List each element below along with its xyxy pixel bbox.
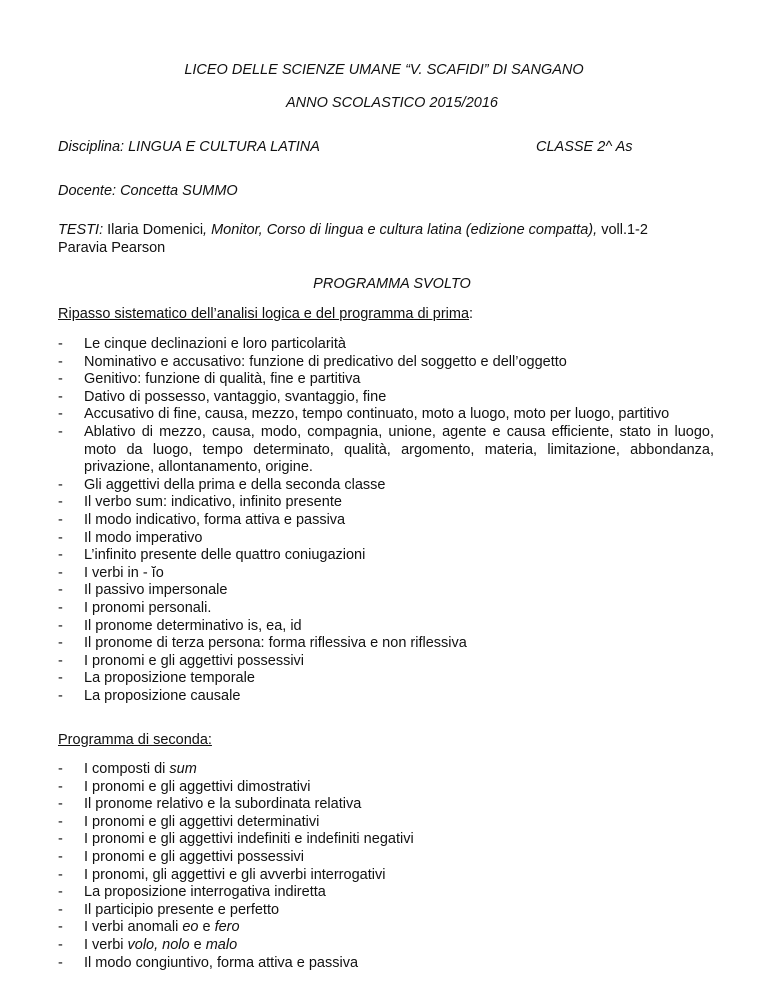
class-label: CLASSE 2^ As bbox=[536, 139, 633, 155]
list-item bbox=[58, 354, 714, 372]
list-item bbox=[58, 902, 714, 920]
list-item-text: La proposizione causale bbox=[84, 687, 241, 704]
list-dash: - bbox=[58, 954, 63, 971]
school-title: LICEO DELLE SCIENZE UMANE “V. SCAFIDI” DI SANGANO bbox=[184, 62, 584, 78]
list-item bbox=[58, 600, 714, 618]
list-item-text: I pronomi e gli aggettivi possessivi bbox=[84, 848, 305, 865]
teacher-label: Docente: Concetta SUMMO bbox=[58, 183, 238, 199]
list-dash: - bbox=[58, 901, 63, 918]
list-item-text: I pronomi personali. bbox=[84, 599, 212, 616]
list-dash: - bbox=[58, 652, 63, 669]
list-dash: - bbox=[58, 582, 63, 599]
list-item-text: Dativo di possesso, vantaggio, svantaggio, fine bbox=[84, 388, 387, 405]
list-item bbox=[58, 389, 714, 407]
list-item bbox=[58, 477, 714, 495]
discipline-label: Disciplina: LINGUA E CULTURA LATINA bbox=[58, 139, 320, 155]
list-item bbox=[58, 688, 714, 706]
list-item bbox=[58, 937, 714, 955]
list-item bbox=[58, 761, 714, 779]
review-heading-text: Ripasso sistematico dell’analisi logica e del programma di prima bbox=[58, 306, 470, 322]
list-item-text: volo, nolo bbox=[127, 936, 190, 953]
list-item-text: e bbox=[189, 936, 206, 953]
list-item bbox=[58, 831, 714, 849]
list-dash: - bbox=[58, 353, 63, 370]
review-list bbox=[58, 336, 714, 705]
list-item-text: fero bbox=[214, 919, 240, 936]
list-item bbox=[58, 565, 714, 583]
list-item bbox=[58, 796, 714, 814]
list-dash: - bbox=[58, 919, 63, 936]
list-item-text: eo bbox=[182, 919, 199, 936]
list-item-text: I verbi anomali bbox=[84, 919, 183, 936]
list-dash: - bbox=[58, 831, 63, 848]
list-item-text: Genitivo: funzione di qualità, fine e partitiva bbox=[84, 371, 361, 388]
list-dash: - bbox=[58, 547, 63, 564]
list-item-text: I pronomi e gli aggettivi dimostrativi bbox=[84, 778, 311, 795]
list-item bbox=[58, 530, 714, 548]
second-list bbox=[58, 761, 714, 972]
list-item-text: sum bbox=[169, 761, 197, 777]
list-dash: - bbox=[58, 529, 63, 546]
list-item-text: Il pronome relativo e la subordinata relativa bbox=[84, 796, 362, 813]
list-dash: - bbox=[58, 494, 63, 511]
list-dash: - bbox=[58, 423, 63, 440]
list-dash: - bbox=[58, 866, 63, 883]
list-dash: - bbox=[58, 511, 63, 528]
list-item-text: I pronomi e gli aggettivi indefiniti e indefiniti negativi bbox=[84, 831, 414, 848]
list-item bbox=[58, 547, 714, 565]
list-item bbox=[58, 336, 714, 354]
list-dash: - bbox=[58, 406, 63, 423]
list-item bbox=[58, 814, 714, 832]
list-item-text: I pronomi, gli aggettivi e gli avverbi interrogativi bbox=[84, 866, 386, 883]
list-item bbox=[58, 884, 714, 902]
list-item-text: I composti di bbox=[84, 761, 170, 777]
list-dash: - bbox=[58, 936, 63, 953]
list-dash: - bbox=[58, 599, 63, 616]
list-dash: - bbox=[58, 796, 63, 813]
list-dash: - bbox=[58, 813, 63, 830]
second-heading: Programma di seconda: bbox=[58, 732, 212, 748]
list-dash: - bbox=[58, 761, 63, 777]
list-dash: - bbox=[58, 371, 63, 388]
list-item-text: Il modo congiuntivo, forma attiva e passiva bbox=[84, 954, 359, 971]
list-item bbox=[58, 371, 714, 389]
list-item bbox=[58, 653, 714, 671]
texts-line bbox=[58, 222, 648, 239]
list-dash: - bbox=[58, 670, 63, 687]
list-item-text: Gli aggettivi della prima e della seconda classe bbox=[84, 476, 386, 493]
school-year: ANNO SCOLASTICO 2015/2016 bbox=[286, 95, 498, 111]
texts-author: Ilaria Domenici bbox=[103, 222, 204, 238]
list-dash: - bbox=[58, 848, 63, 865]
list-item-text: La proposizione temporale bbox=[84, 670, 255, 687]
list-dash: - bbox=[58, 617, 63, 634]
texts-volumes: voll.1-2 bbox=[597, 222, 648, 238]
list-item bbox=[58, 618, 714, 636]
review-heading-colon: : bbox=[469, 306, 474, 322]
list-dash: - bbox=[58, 635, 63, 652]
list-item-text: L’infinito presente delle quattro coniugazioni bbox=[84, 547, 366, 564]
texts-title: , Monitor, Corso di lingua e cultura latina (edizione compatta), bbox=[203, 222, 598, 238]
list-item bbox=[58, 779, 714, 797]
list-dash: - bbox=[58, 564, 63, 581]
texts-label: TESTI: bbox=[58, 222, 104, 238]
list-item-text: Il verbo sum: indicativo, infinito presente bbox=[84, 494, 342, 511]
list-dash: - bbox=[58, 687, 63, 704]
list-item-text: Il modo imperativo bbox=[84, 529, 203, 546]
list-item bbox=[58, 406, 714, 424]
list-item-text: Il passivo impersonale bbox=[84, 582, 228, 599]
list-item bbox=[58, 582, 714, 600]
list-item-text: Accusativo di fine, causa, mezzo, tempo continuato, moto a luogo, moto per luogo, partitivo bbox=[84, 406, 670, 423]
list-item-text: Il pronome di terza persona: forma riflessiva e non riflessiva bbox=[84, 635, 467, 652]
list-item-text: Il modo indicativo, forma attiva e passiva bbox=[84, 511, 346, 528]
list-item-text: I pronomi e gli aggettivi possessivi bbox=[84, 652, 305, 669]
list-item bbox=[58, 849, 714, 867]
list-dash: - bbox=[58, 476, 63, 493]
list-item bbox=[58, 670, 714, 688]
list-item-text: Ablativo di mezzo, causa, modo, compagnia, unione, agente e causa efficiente, stato in luogo, moto da luogo, tempo determinato, qualità, argomento, materia, limitazione, abbondanza, privazione, allontanamento, origine. bbox=[84, 423, 714, 476]
list-item-text: malo bbox=[205, 936, 238, 953]
list-dash: - bbox=[58, 388, 63, 405]
list-item-text: I verbi bbox=[84, 936, 128, 953]
list-item bbox=[58, 919, 714, 937]
list-item-text: Nominativo e accusativo: funzione di predicativo del soggetto e dell’oggetto bbox=[84, 353, 567, 370]
list-item-text: La proposizione interrogativa indiretta bbox=[84, 884, 326, 901]
texts-publisher: Paravia Pearson bbox=[58, 240, 166, 256]
list-item-text: I pronomi e gli aggettivi determinativi bbox=[84, 813, 320, 830]
review-heading bbox=[58, 306, 473, 323]
list-item-text: Il pronome determinativo is, ea, id bbox=[84, 617, 302, 634]
list-dash: - bbox=[58, 336, 63, 352]
list-item bbox=[58, 494, 714, 512]
list-item bbox=[58, 512, 714, 530]
list-item-text: Il participio presente e perfetto bbox=[84, 901, 280, 918]
list-item-text: Le cinque declinazioni e loro particolarità bbox=[84, 336, 346, 352]
list-item bbox=[58, 635, 714, 653]
list-item bbox=[58, 955, 714, 973]
list-item bbox=[58, 867, 714, 885]
list-dash: - bbox=[58, 778, 63, 795]
list-item-text: I verbi in - ĭo bbox=[84, 564, 164, 581]
list-item-text: e bbox=[198, 919, 215, 936]
list-item bbox=[58, 424, 714, 477]
program-title: PROGRAMMA SVOLTO bbox=[313, 276, 471, 292]
list-dash: - bbox=[58, 884, 63, 901]
